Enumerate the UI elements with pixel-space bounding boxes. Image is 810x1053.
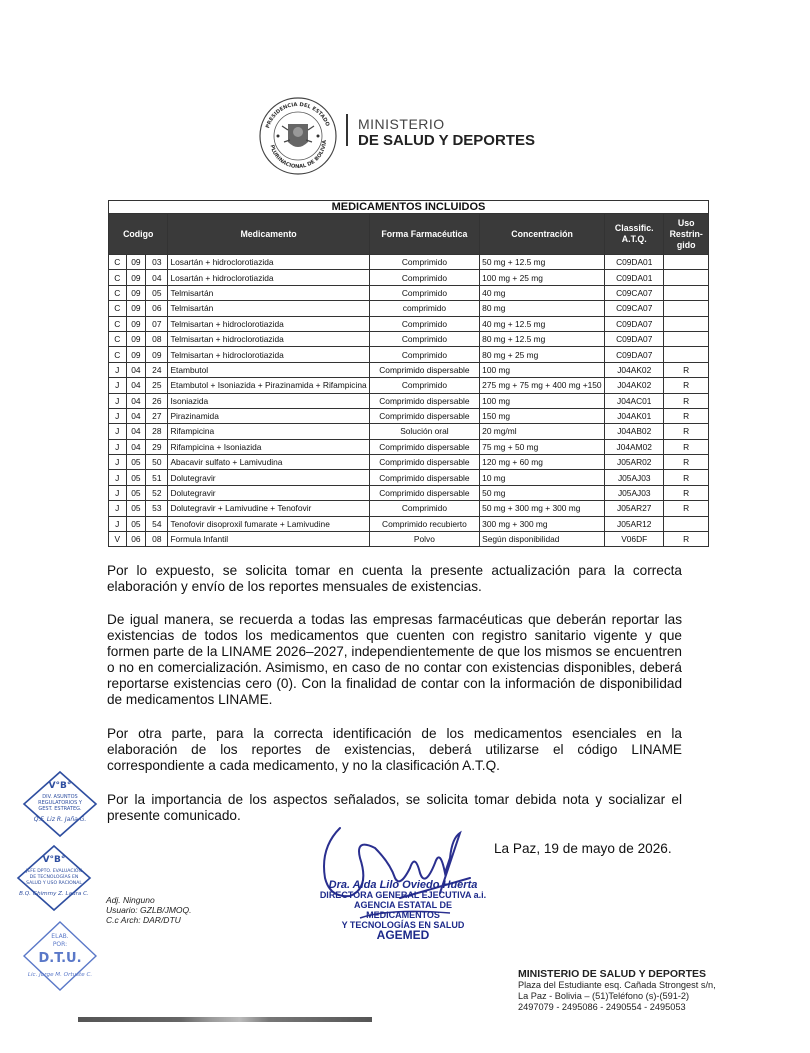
code-subgroup: 09 (126, 301, 146, 316)
table-title: MEDICAMENTOS INCLUIDOS (109, 201, 709, 214)
code-subgroup: 09 (126, 255, 146, 270)
concentration: 75 mg + 50 mg (480, 439, 605, 454)
code-number: 08 (146, 532, 168, 547)
medicine-name: Telmisartan + hidroclorotiazida (168, 316, 369, 331)
stamp2-vobo: V°B° (42, 855, 66, 865)
code-number: 07 (146, 316, 168, 331)
medicine-name: Tenofovir disoproxil fumarate + Lamivudine (168, 516, 369, 531)
concentration: 10 mg (480, 470, 605, 485)
code-number: 08 (146, 331, 168, 346)
concentration: 40 mg (480, 285, 605, 300)
restricted-use: R (664, 439, 709, 454)
code-number: 25 (146, 378, 168, 393)
header-medicamento: Medicamento (168, 214, 369, 255)
stamp3-elab: ELAB. (51, 933, 69, 940)
stamp1-line2: REGULATORIOS Y (38, 800, 82, 806)
atq-code: J04AB02 (605, 424, 664, 439)
medicine-name: Telmisartán (168, 285, 369, 300)
code-number: 52 (146, 485, 168, 500)
restricted-use (664, 516, 709, 531)
code-group: C (109, 301, 127, 316)
medicine-name: Abacavir sulfato + Lamivudina (168, 455, 369, 470)
pharmaceutical-form: Solución oral (369, 424, 480, 439)
medicine-name: Telmisartan + hidroclorotiazida (168, 331, 369, 346)
table-row (109, 270, 709, 285)
code-subgroup: 09 (126, 316, 146, 331)
atq-code: J05AR27 (605, 501, 664, 516)
concentration: 50 mg (480, 485, 605, 500)
pharmaceutical-form: Comprimido dispersable (369, 470, 480, 485)
approval-stamp-1 (20, 768, 100, 840)
code-number: 24 (146, 362, 168, 377)
table-row (109, 439, 709, 454)
restricted-use (664, 316, 709, 331)
medicine-name: Dolutegravir (168, 485, 369, 500)
code-subgroup: 04 (126, 362, 146, 377)
restricted-use: R (664, 470, 709, 485)
ministry-line1: MINISTERIO (358, 116, 445, 132)
atq-code: C09DA01 (605, 270, 664, 285)
medicines-table (108, 200, 709, 547)
table-row (109, 331, 709, 346)
medicine-name: Isoniazida (168, 393, 369, 408)
restricted-use: R (664, 362, 709, 377)
document-references (106, 895, 192, 925)
medicine-name: Dolutegravir + Lamivudine + Tenofovir (168, 501, 369, 516)
code-subgroup: 09 (126, 270, 146, 285)
restricted-use (664, 285, 709, 300)
table-row (109, 316, 709, 331)
stamp2-line1: JEFE DPTO. EVALUACIÓN (26, 869, 82, 874)
code-subgroup: 05 (126, 455, 146, 470)
pharmaceutical-form: Comprimido dispersable (369, 485, 480, 500)
atq-code: J04AK02 (605, 362, 664, 377)
medicine-name: Telmisartán (168, 301, 369, 316)
atq-code: C09DA07 (605, 331, 664, 346)
code-subgroup: 04 (126, 378, 146, 393)
approval-stamp-2 (14, 842, 94, 914)
concentration: 80 mg + 12.5 mg (480, 331, 605, 346)
table-row (109, 424, 709, 439)
code-number: 29 (146, 439, 168, 454)
elaboration-stamp (20, 918, 100, 994)
code-number: 54 (146, 516, 168, 531)
restricted-use (664, 270, 709, 285)
code-number: 28 (146, 424, 168, 439)
footer-title: MINISTERIO DE SALUD Y DEPORTES (518, 968, 707, 980)
atq-code: J04AC01 (605, 393, 664, 408)
restricted-use (664, 331, 709, 346)
atq-code: J04AK01 (605, 408, 664, 423)
code-number: 04 (146, 270, 168, 285)
code-group: J (109, 485, 127, 500)
concentration: 100 mg (480, 393, 605, 408)
atq-code: J04AM02 (605, 439, 664, 454)
atq-code: J05AR12 (605, 516, 664, 531)
paragraph-4: Por la importancia de los aspectos señalados, se solicita tomar debida nota y socializar el presente comunicado. (107, 792, 682, 823)
table-row (109, 516, 709, 531)
ministry-divider (346, 114, 348, 146)
restricted-use: R (664, 485, 709, 500)
code-number: 05 (146, 285, 168, 300)
medicine-name: Telmisartan + hidroclorotiazida (168, 347, 369, 362)
pharmaceutical-form: Comprimido (369, 331, 480, 346)
ref-copias: C.c Arch: DAR/DTU (106, 915, 181, 925)
medicine-name: Etambutol (168, 362, 369, 377)
pharmaceutical-form: Comprimido (369, 316, 480, 331)
footer-divider (78, 1017, 372, 1022)
stamp3-por: POR: (52, 941, 68, 948)
restricted-use (664, 255, 709, 270)
concentration: 100 mg + 25 mg (480, 270, 605, 285)
ministry-line2: DE SALUD Y DEPORTES (358, 132, 535, 149)
pharmaceutical-form: Polvo (369, 532, 480, 547)
restricted-use: R (664, 424, 709, 439)
medicine-name: Rifampicina (168, 424, 369, 439)
pharmaceutical-form: Comprimido dispersable (369, 439, 480, 454)
code-group: C (109, 316, 127, 331)
stamp1-vobo: V°B° (48, 781, 72, 791)
concentration: 120 mg + 60 mg (480, 455, 605, 470)
bolivia-seal-icon (258, 96, 338, 176)
footer-line2: La Paz - Bolivia – (51)Teléfono (s)-(591-2) (518, 991, 690, 1001)
footer-address (518, 969, 716, 1013)
medicine-name: Losartán + hidroclorotiazida (168, 270, 369, 285)
atq-code: C09CA07 (605, 301, 664, 316)
code-subgroup: 04 (126, 408, 146, 423)
signatory-name: Dra. Aida Lilo Oviedo Huerta (328, 879, 478, 891)
code-group: J (109, 408, 127, 423)
atq-code: C09DA07 (605, 316, 664, 331)
restricted-use: R (664, 393, 709, 408)
stamp1-name: Q.F. Liz R. Jaña G. (33, 816, 87, 823)
pharmaceutical-form: comprimido (369, 301, 480, 316)
concentration: 80 mg + 25 mg (480, 347, 605, 362)
restricted-use: R (664, 408, 709, 423)
code-number: 53 (146, 501, 168, 516)
stamp3-name: Lic. Jorge M. Ortuste C. (27, 972, 93, 978)
table-row (109, 485, 709, 500)
code-subgroup: 05 (126, 516, 146, 531)
code-subgroup: 05 (126, 501, 146, 516)
stamp2-line2: DE TECNOLOGÍAS EN (29, 875, 79, 880)
code-subgroup: 06 (126, 532, 146, 547)
code-group: J (109, 393, 127, 408)
code-subgroup: 04 (126, 424, 146, 439)
concentration: 275 mg + 75 mg + 400 mg +150 (480, 378, 605, 393)
code-number: 26 (146, 393, 168, 408)
table-row (109, 501, 709, 516)
signatory-role-2: AGENCIA ESTATAL DE MEDICAMENTOS (353, 900, 452, 920)
atq-code: C09DA01 (605, 255, 664, 270)
signatory-role-3: Y TECNOLOGÍAS EN SALUD (341, 920, 465, 930)
pharmaceutical-form: Comprimido dispersable (369, 408, 480, 423)
code-number: 09 (146, 347, 168, 362)
medicine-name: Pirazinamida (168, 408, 369, 423)
stamp2-name: B.Q. Ghimmy Z. Laura C. (19, 891, 89, 897)
atq-code: J05AR02 (605, 455, 664, 470)
pharmaceutical-form: Comprimido (369, 378, 480, 393)
signature-block (318, 880, 488, 940)
stamp1-line1: DIV. ASUNTOS (42, 794, 78, 800)
atq-code: V06DF (605, 532, 664, 547)
atq-code: C09DA07 (605, 347, 664, 362)
footer-line1: Plaza del Estudiante esq. Cañada Strongest s/n, (518, 980, 716, 990)
code-subgroup: 04 (126, 439, 146, 454)
paragraph-3: Por otra parte, para la correcta identificación de los medicamentos esenciales en la elaboración de los reportes de existencias, deberá utilizarse el código LINAME correspondiente a cada medicamento, y no la clasificación A.T.Q. (107, 726, 682, 773)
code-group: J (109, 362, 127, 377)
header-codigo: Codigo (109, 214, 168, 255)
code-group: J (109, 470, 127, 485)
concentration: 80 mg (480, 301, 605, 316)
pharmaceutical-form: Comprimido (369, 285, 480, 300)
code-subgroup: 05 (126, 470, 146, 485)
footer-line3: 2497079 - 2495086 - 2490554 - 2495053 (518, 1002, 686, 1012)
code-subgroup: 09 (126, 331, 146, 346)
concentration: 40 mg + 12.5 mg (480, 316, 605, 331)
agency-name: AGEMED (376, 928, 430, 942)
table-row (109, 532, 709, 547)
ref-usuario: Usuario: GZLB/JMOQ. (106, 905, 192, 915)
code-group: J (109, 501, 127, 516)
header-uso: Uso Restrin-gido (664, 214, 709, 255)
seal-text-top: PRESIDENCIA DEL ESTADO (265, 101, 331, 130)
restricted-use: R (664, 501, 709, 516)
code-number: 50 (146, 455, 168, 470)
code-number: 06 (146, 301, 168, 316)
pharmaceutical-form: Comprimido (369, 501, 480, 516)
restricted-use (664, 301, 709, 316)
pharmaceutical-form: Comprimido dispersable (369, 455, 480, 470)
concentration: Según disponibilidad (480, 532, 605, 547)
code-subgroup: 09 (126, 347, 146, 362)
table-row (109, 301, 709, 316)
table-row (109, 255, 709, 270)
seal-text-bottom: PLURINACIONAL DE BOLIVIA (268, 139, 329, 171)
table-row (109, 455, 709, 470)
code-group: C (109, 255, 127, 270)
code-group: C (109, 285, 127, 300)
concentration: 50 mg + 300 mg + 300 mg (480, 501, 605, 516)
pharmaceutical-form: Comprimido (369, 347, 480, 362)
medicine-name: Rifampicina + Isoniazida (168, 439, 369, 454)
restricted-use: R (664, 532, 709, 547)
medicine-name: Losartán + hidroclorotiazida (168, 255, 369, 270)
code-number: 27 (146, 408, 168, 423)
stamp1-line3: GEST. ESTRATEG. (38, 806, 82, 812)
table-row (109, 347, 709, 362)
pharmaceutical-form: Comprimido recubierto (369, 516, 480, 531)
table-row (109, 362, 709, 377)
code-subgroup: 09 (126, 285, 146, 300)
concentration: 300 mg + 300 mg (480, 516, 605, 531)
medicine-name: Dolutegravir (168, 470, 369, 485)
code-group: J (109, 424, 127, 439)
atq-code: J05AJ03 (605, 470, 664, 485)
code-group: J (109, 439, 127, 454)
restricted-use (664, 347, 709, 362)
pharmaceutical-form: Comprimido dispersable (369, 393, 480, 408)
code-subgroup: 05 (126, 485, 146, 500)
code-group: J (109, 455, 127, 470)
pharmaceutical-form: Comprimido (369, 255, 480, 270)
table-row (109, 378, 709, 393)
header-concentracion: Concentración (480, 214, 605, 255)
paragraph-1: Por lo expuesto, se solicita tomar en cuenta la presente actualización para la correcta elaboración y envío de los reportes mensuales de existencias. (107, 563, 682, 594)
code-group: C (109, 347, 127, 362)
concentration: 100 mg (480, 362, 605, 377)
medicine-name: Formula Infantil (168, 532, 369, 547)
table-row (109, 408, 709, 423)
table-body (109, 255, 709, 547)
concentration: 20 mg/ml (480, 424, 605, 439)
date-line: La Paz, 19 de mayo de 2026. (494, 841, 672, 856)
atq-code: C09CA07 (605, 285, 664, 300)
signatory-role-1: DIRECTORA GENERAL EJECUTIVA a.i. (319, 890, 487, 900)
code-group: C (109, 270, 127, 285)
pharmaceutical-form: Comprimido (369, 270, 480, 285)
concentration: 150 mg (480, 408, 605, 423)
restricted-use: R (664, 378, 709, 393)
table-row (109, 470, 709, 485)
code-subgroup: 04 (126, 393, 146, 408)
header-classific: Classific. A.T.Q. (605, 214, 664, 255)
letterhead (258, 96, 558, 176)
code-group: J (109, 378, 127, 393)
pharmaceutical-form: Comprimido dispersable (369, 362, 480, 377)
code-number: 51 (146, 470, 168, 485)
atq-code: J04AK02 (605, 378, 664, 393)
code-group: V (109, 532, 127, 547)
paragraph-2: De igual manera, se recuerda a todas las empresas farmacéuticas que deberán reportar las existencias de todos los medicamentos que cuenten con registro sanitario vigente y que formen parte de la LINAME 2026–2027, independientemente de que los mismos se encuentren o no en comercialización. Asimismo, en caso de no contar con existencias disponibles, deberá reportarse existencias cero (0). Con la finalidad de contar con la información de disponibilidad de medicamentos LINAME. (107, 612, 682, 707)
stamp3-mark: D.T.U. (38, 951, 82, 966)
code-group: C (109, 331, 127, 346)
medicine-name: Etambutol + Isoniazida + Pirazinamida + Rifampicina (168, 378, 369, 393)
code-number: 03 (146, 255, 168, 270)
table-row (109, 393, 709, 408)
table-row (109, 285, 709, 300)
atq-code: J05AJ03 (605, 485, 664, 500)
concentration: 50 mg + 12.5 mg (480, 255, 605, 270)
stamp2-line3: SALUD Y USO RACIONAL (26, 881, 82, 886)
restricted-use: R (664, 455, 709, 470)
ref-adjuntos: Adj. Ninguno (106, 895, 155, 905)
code-group: J (109, 516, 127, 531)
header-forma: Forma Farmacéutica (369, 214, 480, 255)
